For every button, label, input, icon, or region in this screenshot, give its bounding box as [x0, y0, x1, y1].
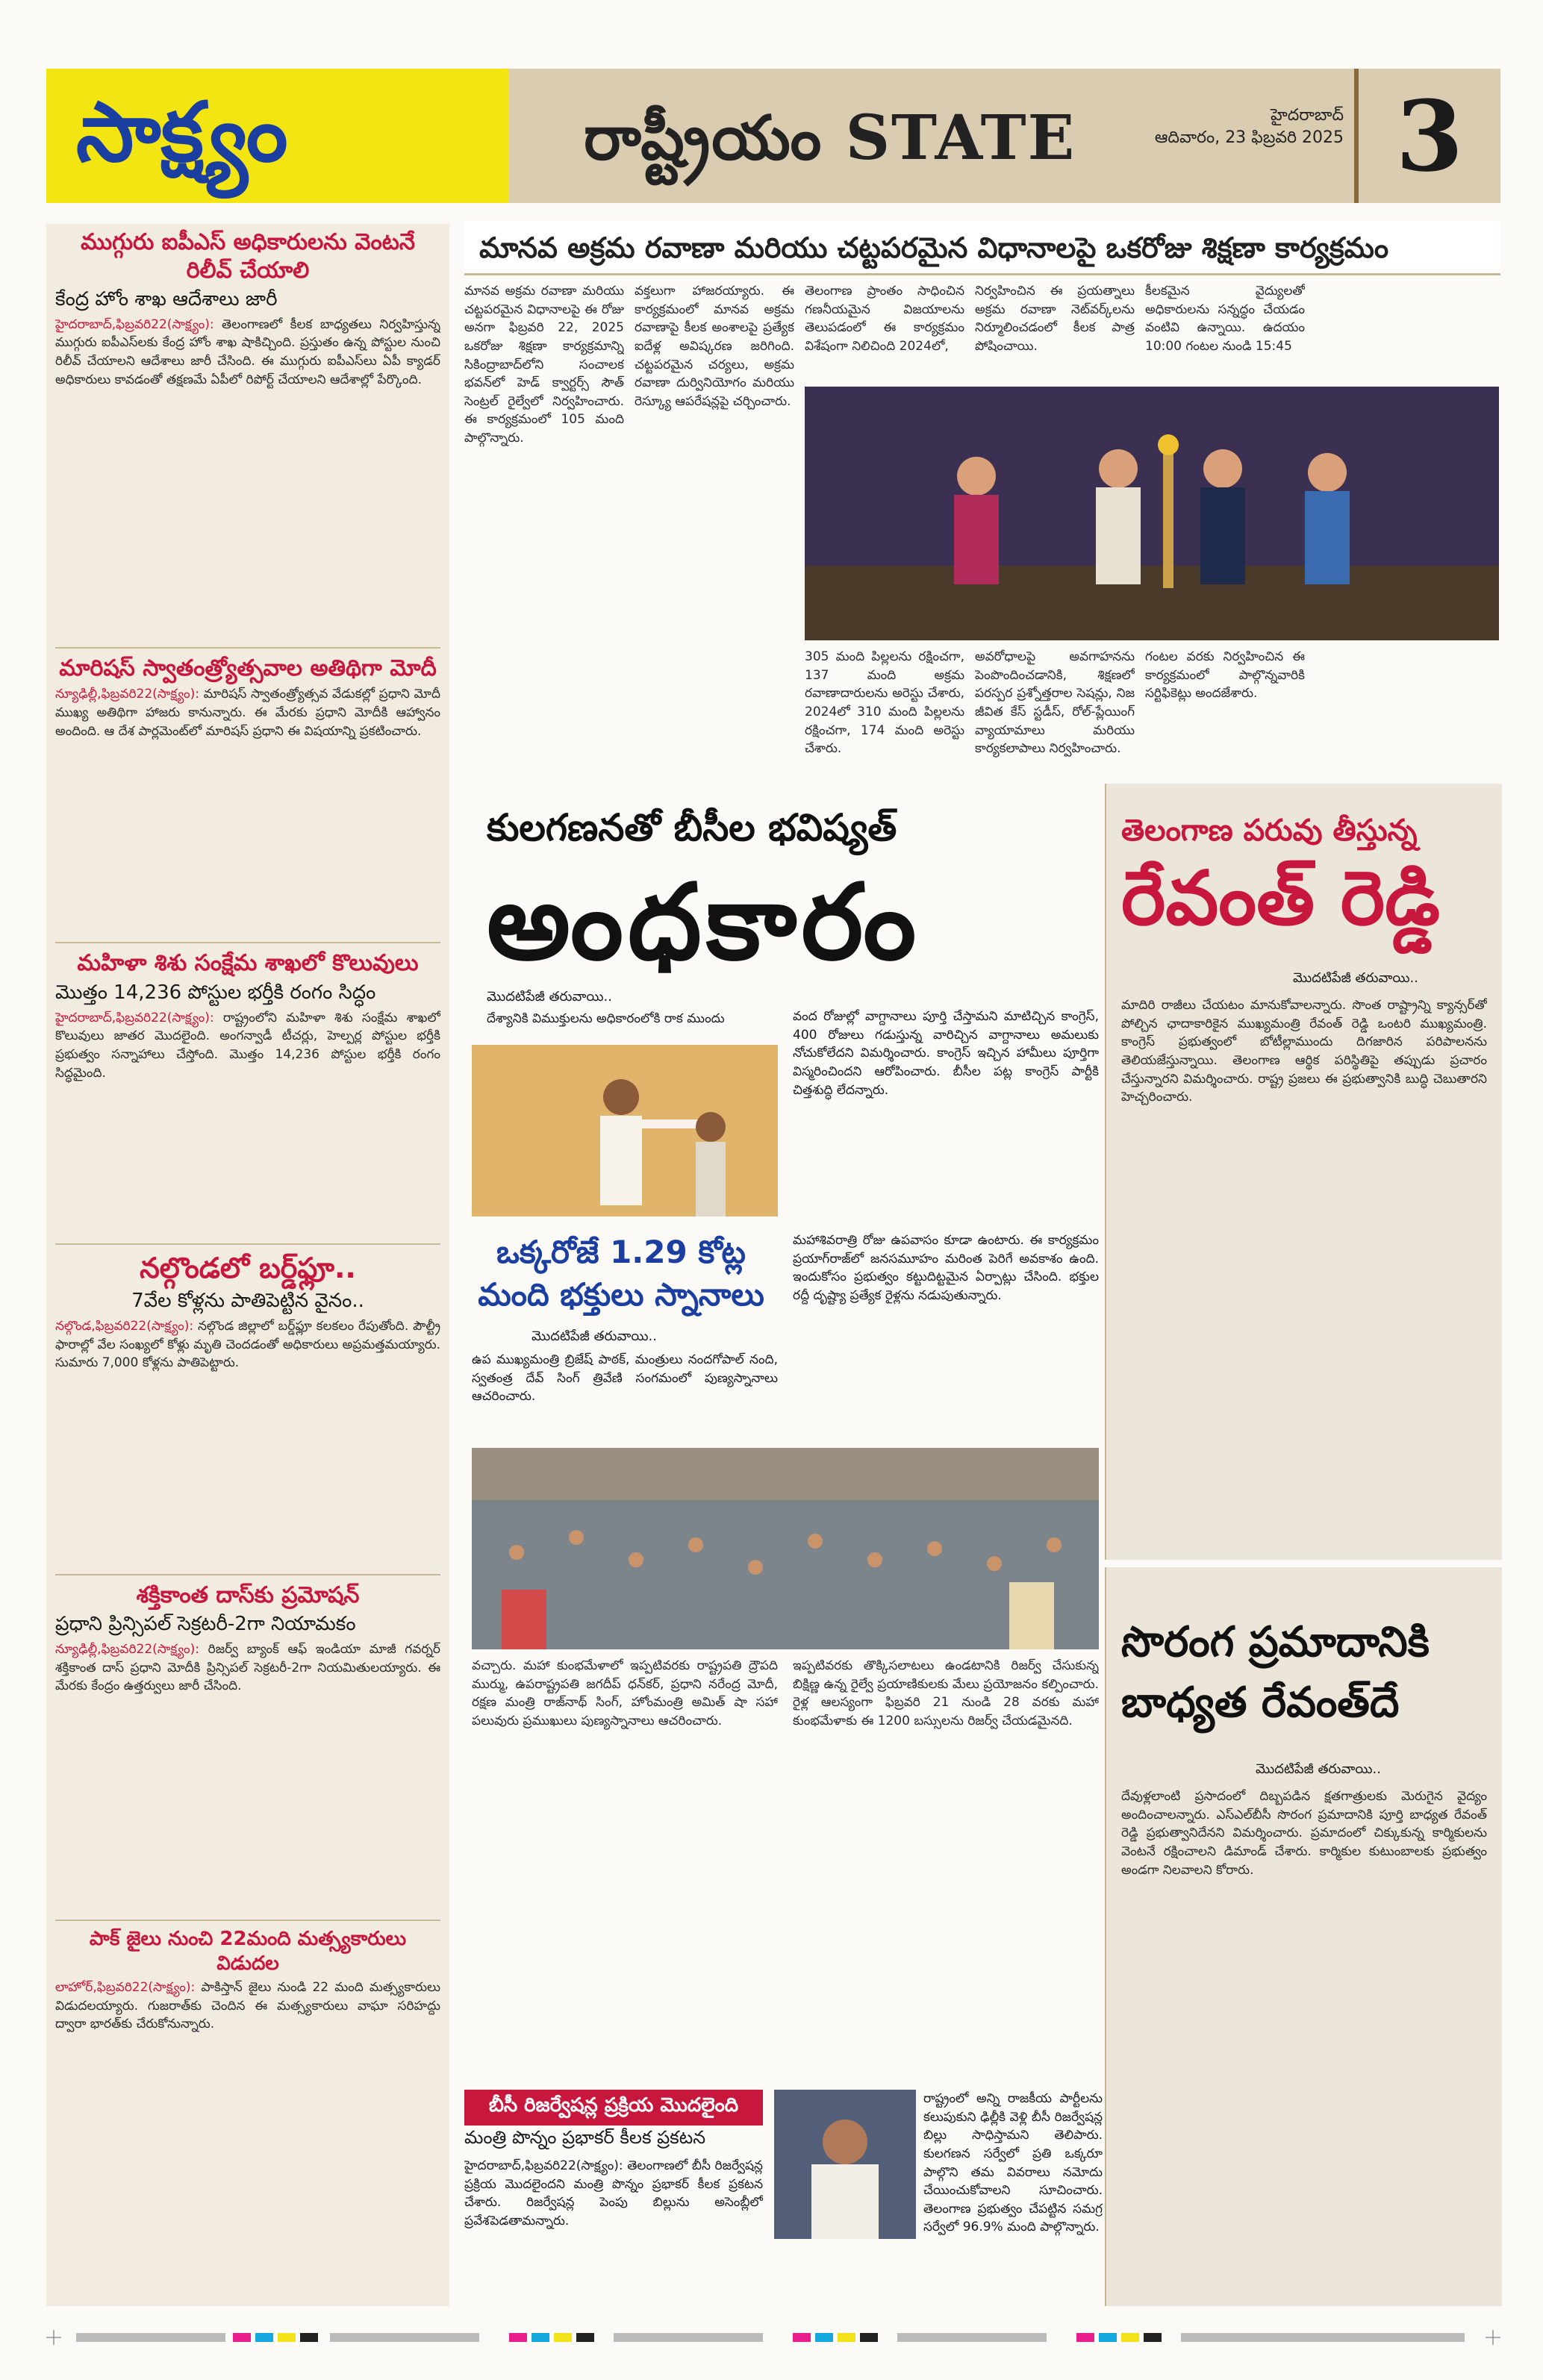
headline: మహిళా శిశు సంక్షేమ శాఖలో కొలువులు [77, 950, 419, 977]
story-pak-fishermen [55, 1927, 440, 2128]
story-column: వచ్చారు. మహా కుంభమేళాలో ఇప్పటివరకు రాష్ట్రపతి ద్రౌపది ముర్ము, ఉపరాష్ట్రపతి జగదీప్ ధన్‌కర్, ప్రధాని నరేంద్ర మోదీ, రక్షణ మంత్రి రాజ్‌నాథ్ సింగ్, హోంమంత్రి అమిత్ షా సహా పలువురు ప్రముఖులు పుణ్యస్నానాలు ఆచరించారు. [472, 1658, 778, 1728]
story-kulaganana [464, 784, 1105, 1224]
headline: మారిషస్ స్వాతంత్ర్యోత్సవాల అతిథిగా మోదీ [59, 655, 437, 681]
story-kumbh [464, 1231, 1105, 1649]
subheadline: కేంద్ర హోం శాఖ ఆదేశాలు జారీ [55, 288, 278, 310]
dateline: మొదటిపేజీ తరువాయి.. [1293, 970, 1418, 986]
story-column: నిర్వహించిన ఈ ప్రయత్నాలు అక్రమ రవాణా నెట్‌వర్క్‌లను నిర్మూలించడంలో కీలక పాత్ర పోషించాయి. [975, 284, 1135, 354]
story-women-welfare [55, 949, 440, 1232]
minister-photo-art [774, 2090, 916, 2239]
main-headline: అంధకారం [487, 862, 921, 984]
dateline: న్యూఢిల్లీ,ఫిబ్రవరి22(సాక్ష్యం): [55, 1642, 199, 1658]
story-body: రిజర్వ్ బ్యాంక్ ఆఫ్ ఇండియా మాజీ గవర్నర్ శక్తికాంత దాస్ ప్రధాని మోదీకి ప్రిన్సిపల్ సెక్రటరీ-2గా నియమితులయ్యారు. ఈ మేరకు కేంద్రం ఉత్తర్వులు జారీ చేసింది. [55, 1642, 440, 1694]
story-bc-reservation [464, 2090, 1105, 2306]
story-shaktikanta [55, 1581, 440, 1909]
headline: ఒక్కరోజే 1.29 కోట్ల మంది భక్తులు స్నానాలు [478, 1234, 764, 1313]
main-headline: రేవంత్ రెడ్డి [1121, 855, 1441, 942]
minister-photo [774, 2090, 916, 2239]
story-body: దేవుళ్లలాంటి ప్రసాదంలో దిబ్బపడిన క్షతగాత్రులకు మెరుగైన వైద్యం అందించాలన్నారు. ఎస్ఎల్‌బీసీ సొరంగ ప్రమాదానికి పూర్తి బాధ్యత రేవంత్ రెడ్డి ప్రభుత్వానిదేనని విమర్శించారు. ప్రమాదంలో చిక్కుకున్న కార్మికులను వెంటనే రక్షించాలని డిమాండ్ చేశారు. కార్మికుల కుటుంబాలకు ప్రభుత్వం అండగా నిలవాలని కోరారు. [1121, 1789, 1487, 1878]
story-text: రాష్ట్రంలో అన్ని రాజకీయ పార్టీలను కలుపుకుని ఢిల్లీకి వెళ్లి బీసీ రిజర్వేషన్ల బిల్లు సాధిస్తామని తెలిపారు. కులగణన సర్వేలో ప్రతి ఒక్కరూ పాల్గొని తమ వివరాలు నమోదు చేయించుకోవాలని సూచించారు. తెలంగాణ ప్రభుత్వం చేపట్టిన సమగ్ర సర్వేలో 96.9% మంది పాల్గొన్నారు. [923, 2091, 1103, 2235]
story-column: 305 మంది పిల్లలను రక్షించగా, 137 మంది అక్రమ రవాణాదారులను అరెస్టు చేశారు, 2024లో 310 మంది పిల్లలను రక్షించగా, 174 మంది అరెస్టు చేశారు. [805, 649, 964, 757]
newspaper-logo: సాక్ష్యం [76, 84, 288, 180]
story-body: నల్గొండ జిల్లాలో బర్డ్‌ఫ్లూ కలకలం రేపుతోంది. పౌల్ట్రీ ఫారాల్లో వేల సంఖ్యలో కోళ్లు మృతి చెందడంతో అధికారులు అప్రమత్తమయ్యారు. సుమారు 7,000 కోళ్లను పాతిపెట్టారు. [55, 1318, 440, 1371]
divider [55, 647, 440, 649]
kicker-headline: తెలంగాణ పరువు తీస్తున్న [1121, 813, 1418, 848]
dateline: మొదటిపేజీ తరువాయి.. [487, 989, 612, 1005]
headline: శక్తికాంత దాస్‌కు ప్రమోషన్ [136, 1581, 360, 1608]
story-body: ఉప ముఖ్యమంత్రి బ్రిజేష్ పాఠక్, మంత్రులు నందగోపాల్ నంది, స్వతంత్ర దేవ్ సింగ్ త్రివేణి సంగమంలో పుణ్యస్నానాలు ఆచరించారు. [472, 1352, 778, 1405]
story-column: అవరోధాలపై అవగాహనను పెంపొందించడానికి, శిక్షణలో పరస్పర ప్రశ్నోత్తరాల సెషన్లు, నిజ జీవిత కేస్ స్టడీస్, రోల్-ప్లేయింగ్ వ్యాయామాలు మరియు కార్యకలాపాలు నిర్వహించారు. [975, 649, 1135, 757]
rally-photo [472, 1045, 778, 1216]
story-revanth [1105, 784, 1502, 1560]
story-body-right [774, 2090, 1103, 2306]
story-column: వక్తలుగా హాజరయ్యారు. ఈ కార్యక్రమంలో మానవ అక్రమ రవాణాపై కీలక అంశాలపై ప్రత్యేక ఐదేళ్ల అవిష్కరణ జరిగింది. చట్టపరమైన చర్యలు, అక్రమ రవాణా దుర్వినియోగం మరియు రెస్క్యూ ఆపరేషన్లపై చర్చించారు. [635, 284, 794, 409]
edition-date: ఆదివారం, 23 ఫిబ్రవరి 2025 [1154, 128, 1344, 147]
headline: మానవ అక్రమ రవాణా మరియు చట్టపరమైన విధానాలపై ఒకరోజు శిక్షణా కార్యక్రమం [479, 231, 1389, 264]
story-lead: దేశ్యానికి విముక్తులను అధికారంలోకి రాక ముందు [487, 1011, 725, 1026]
dateline-box [1155, 106, 1344, 151]
story-column: గంటల వరకు నిర్వహించిన ఈ కార్యక్రమంలో పాల్గొన్నవారికి సర్టిఫికెట్లు అందజేశారు. [1145, 649, 1305, 702]
main-headline: సొరంగ ప్రమాదానికి బాధ్యత రేవంత్‌దే [1121, 1618, 1430, 1728]
rally-photo-art [472, 1045, 778, 1216]
headline: నల్గొండలో బర్డ్‌ఫ్లూ.. [140, 1251, 356, 1284]
kumbh-crowd-art [472, 1448, 1099, 1649]
masthead [46, 69, 1500, 203]
subheadline: 7వేల కోళ్లను పాతిపెట్టిన వైనం.. [131, 1290, 364, 1313]
story-column: మానవ అక్రమ రవాణా మరియు చట్టపరమైన విధానాలపై ఈ రోజు అనగా ఫిబ్రవరి 22, 2025 ఒకరోజు శిక్షణా కార్యక్రమాన్ని సికింద్రాబాద్‌లోని సంచాలక భవన్‌లో హెడ్ క్వార్టర్స్ సౌత్ సెంట్రల్ రైల్వేలో నిర్వహించారు. ఈ కార్యక్రమంలో 105 మంది పాల్గొన్నారు. [464, 284, 624, 446]
divider [55, 942, 440, 943]
dateline: హైదరాబాద్,ఫిబ్రవరి22(సాక్ష్యం): [55, 316, 214, 332]
story-body: మారిషస్ స్వాతంత్ర్యోత్సవ వేడుకల్లో ప్రధాని మోదీ ముఖ్య అతిథిగా హాజరు కానున్నారు. ఈ మేరకు ప్రధాని మోదీకి ఆహ్వానం అందింది. ఆ దేశ పార్లమెంట్‌లో మారిషస్ ప్రధాని ఈ విషయాన్ని ప్రకటించారు. [55, 687, 440, 739]
story-body: పాకిస్తాన్ జైలు నుండి 22 మంది మత్స్యకారులు విడుదలయ్యారు. గుజరాత్‌కు చెందిన ఈ మత్స్యకారులు వాఘా సరిహద్దు ద్వారా భారత్‌కు చేరుకోనున్నారు. [55, 1980, 440, 2032]
dateline: మొదటిపేజీ తరువాయి.. [532, 1328, 657, 1344]
divider [55, 1243, 440, 1245]
story-body: రాష్ట్రంలోని మహిళా శిశు సంక్షేమ శాఖలో కొలువులు జాతర మొదలైంది. అంగన్వాడీ టీచర్లు, హెల్పర్ల పోస్టుల భర్తీకి ప్రభుత్వం సన్నాహాలు చేస్తోంది. మొత్తం 14,236 పోస్టుల భర్తీకి రంగం సిద్ధమైంది. [55, 1010, 440, 1081]
kicker-headline: కులగణనతో బీసీల భవిష్యత్ [487, 806, 897, 849]
dateline: హైదరాబాద్,ఫిబ్రవరి22(సాక్ష్యం): [55, 1010, 214, 1025]
story-body: మాదిరి రాజీలు చేయటం మానుకోవాలన్నారు. సొంత రాష్ట్రాన్ని క్యాన్సర్‌తో పోల్చిన ఛాదాకారికైన ముఖ్యమంత్రి రేవంత్ రెడ్డి ఒంటరి ముఖ్యమంత్రి. కాంగ్రెస్ ప్రభుత్వంలో బోటీల్లాముందు దిగజారిన పరిపాలనను తెలియజేస్తున్నాయి. తెలంగాణ ఆర్థిక పరిస్థితిపై తప్పుడు ప్రచారం చేస్తున్నారని విమర్శించారు. రాష్ట్ర ప్రజలు ఈ ప్రభుత్వానికి బుద్ధి చెబుతారని హెచ్చరించారు. [1121, 998, 1487, 1105]
divider [55, 1920, 440, 1921]
subheadline: మొత్తం 14,236 పోస్టుల భర్తీకి రంగం సిద్ధం [55, 981, 376, 1004]
event-photo [805, 387, 1499, 640]
divider [55, 1574, 440, 1575]
dateline: న్యూఢిల్లీ,ఫిబ్రవరి22(సాక్ష్యం): [55, 687, 199, 702]
dateline: లాహోర్,ఫిబ్రవరి22(సాక్ష్యం): [55, 1980, 196, 1996]
kumbh-continued [464, 1657, 1105, 2082]
section-title: రాష్ట్రీయం STATE [584, 102, 1076, 174]
edition-city: హైదరాబాద్ [1271, 106, 1344, 125]
story-column: తెలంగాణ ప్రాంతం సాధించిన గణనీయమైన విజయాలను తెలుపడంలో ఈ కార్యక్రమం విశేషంగా నిలిచింది 2024లో, [805, 284, 964, 354]
left-column [46, 224, 449, 2306]
headline: బీసీ రిజర్వేషన్ల ప్రక్రియ మొదలైంది [464, 2090, 763, 2126]
dateline: మొదటిపేజీ తరువాయి.. [1256, 1761, 1381, 1777]
story-saranga [1105, 1567, 1502, 2306]
headline: ముగ్గురు ఐపీఎస్ అధికారులను వెంటనే రిలీవ్ చేయాలి [81, 229, 415, 284]
story-body: వంద రోజుల్లో వాగ్దానాలు పూర్తి చేస్తామని మాటిచ్చిన కాంగ్రెస్, 400 రోజులు గడుస్తున్న వారిచ్చిన వాగ్దానాలు అమలుకు నోచుకోలేదని విమర్శించారు. కాంగ్రెస్ ఇచ్చిన హామీలు పూర్తిగా విస్మరించిందని ఆరోపించారు. బీసీల పట్ల కాంగ్రెస్ పార్టీకి చిత్తశుద్ధి లేదన్నారు. [793, 1009, 1099, 1098]
story-column: కీలకమైన వైద్యులతో అధికారులను సన్నద్ధం చేయడం వంటివి ఉన్నాయి. ఉదయం 10:00 గంటల నుండి 15:45 [1145, 284, 1305, 354]
dateline: నల్గొండ,ఫిబ్రవరి22(సాక్ష్యం): [55, 1318, 194, 1334]
story-mauritius [55, 655, 440, 932]
top-headline-bar [464, 221, 1500, 275]
story-column: ఇప్పటివరకు తొక్కిసలాటలు ఉండటానికి రిజర్వ్ చేసుకున్న బిక్షిణ్ణ ఉన్న రైల్వే ప్రయాణికులకు మేలు ప్రయోజనం కల్పించారు. రైళ్ల ఆలస్యంగా ఫిబ్రవరి 21 నుండి 28 వరకు మహా కుంభమేళాకు ఈ 1200 బస్సులను రిజర్వ్ చేయడమైనది. [793, 1658, 1099, 1728]
print-registration-bar [46, 2329, 1500, 2346]
story-body: హైదరాబాద్,ఫిబ్రవరి22(సాక్ష్యం): తెలంగాణలో బీసీ రిజర్వేషన్ల ప్రక్రియ మొదలైందని మంత్రి పొన్నం ప్రభాకర్ కీలక ప్రకటన చేశారు. రిజర్వేషన్ల పెంపు బిల్లును అసెంబ్లీలో ప్రవేశపెడతామన్నారు. [464, 2158, 763, 2228]
logo-box [46, 69, 509, 203]
page-number: 3 [1354, 69, 1500, 203]
story-birdflu [55, 1251, 440, 1564]
kumbh-crowd-photo [472, 1448, 1099, 1649]
story-body: తెలంగాణలో కీలక బాధ్యతలు నిర్వహిస్తున్న ముగ్గురు ఐపీఎస్‌లకు కేంద్ర హోం శాఖ షాకిచ్చింది. ప్రస్తుతం ఉన్న పోస్టుల నుంచి రిలీవ్ చేయాలని ఆదేశాలు జారీ చేసింది. ఈ ముగ్గురు ఐపీఎస్‌లు ఏపీ క్యాడర్ అధికారులు కావడంతో తక్షణమే ఏపీలో రిపోర్ట్ చేయాలని ఆదేశాల్లో పేర్కొంది. [55, 316, 440, 387]
headline: పాక్ జైలు నుంచి 22మంది మత్స్యకారులు విడుదల [89, 1928, 407, 1975]
subheadline: మంత్రి పొన్నం ప్రభాకర్ కీలక ప్రకటన [464, 2127, 706, 2148]
story-body: మహాశివరాత్రి రోజు ఉపవాసం కూడా ఉంటారు. ఈ కార్యక్రమం ప్రయాగ్‌రాజ్‌లో జనసమూహం మరింత పెరిగే అవకాశం ఉంది. ఇందుకోసం ప్రభుత్వం కట్టుదిట్టమైన ఏర్పాట్లు చేసింది. భక్తుల రద్దీ దృష్ట్యా ప్రత్యేక రైళ్లను నడుపుతున్నారు. [793, 1233, 1099, 1303]
top-story [464, 282, 1500, 775]
subheadline: ప్రధాని ప్రిన్సిపల్ సెక్రటరీ-2గా నియామకం [55, 1613, 356, 1636]
section-banner [509, 69, 1500, 203]
event-photo-art [805, 387, 1499, 640]
story-ips-relieve [55, 228, 440, 637]
registration-crosshair-icon [46, 2329, 1500, 2346]
